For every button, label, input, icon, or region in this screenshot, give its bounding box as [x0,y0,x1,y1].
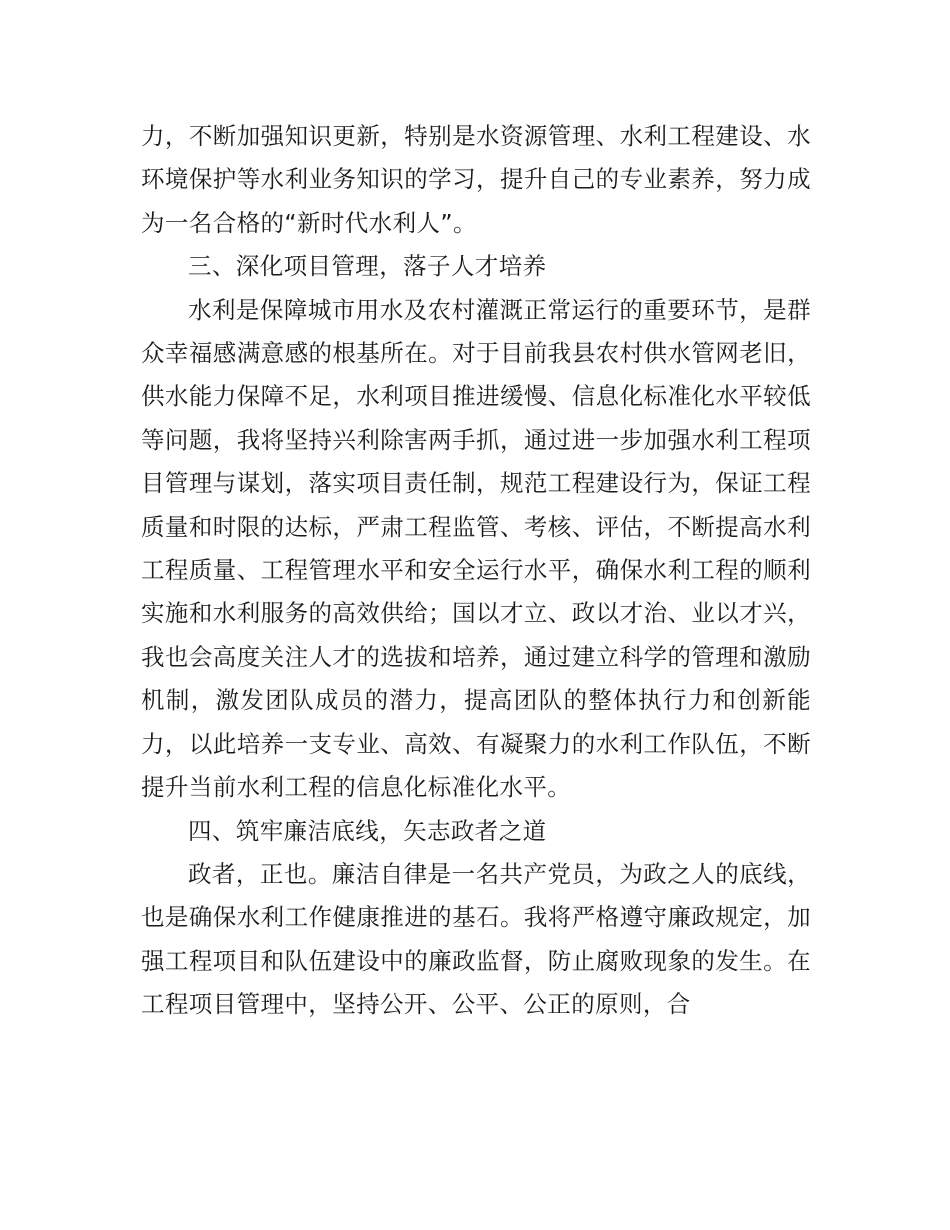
section-heading-4: 四、筑牢廉洁底线，矢志政者之道 [188,816,547,845]
section-heading-3: 三、深化项目管理，落子人才培养 [188,252,547,281]
document-body [141,115,811,1027]
paragraph-continuation: 力，不断加强知识更新，特别是水资源管理、水利工程建设、水环境保护等水利业务知识的学习，提升自己的专业素养，努力成为一名合格的“新时代水利人”。 [141,122,811,237]
paragraph-project-management: 水利是保障城市用水及农村灌溉正常运行的重要环节，是群众幸福感满意感的根基所在。对于目前我县农村供水管网老旧，供水能力保障不足，水利项目推进缓慢、信息化标准化水平较低等问题，我将坚持兴利除害两手抓，通过进一步加强水利工程项目管理与谋划，落实项目责任制，规范工程建设行为，保证工程质量和时限的达标，严肃工程监管、考核、评估，不断提高水利工程质量、工程管理水平和安全运行水平，确保水利工程的顺利实施和水利服务的高效供给；国以才立、政以才治、业以才兴，我也会高度关注人才的选拔和培养，通过建立科学的管理和激励机制，激发团队成员的潜力，提高团队的整体执行力和创新能力，以此培养一支专业、高效、有凝聚力的水利工作队伍，不断提升当前水利工程的信息化标准化水平。 [141,295,811,802]
paragraph-integrity: 政者，正也。廉洁自律是一名共产党员，为政之人的底线，也是确保水利工作健康推进的基石。我将严格遵守廉政规定，加强工程项目和队伍建设中的廉政监督，防止腐败现象的发生。在工程项目管理中，坚持公开、公平、公正的原则，合 [141,859,811,1019]
